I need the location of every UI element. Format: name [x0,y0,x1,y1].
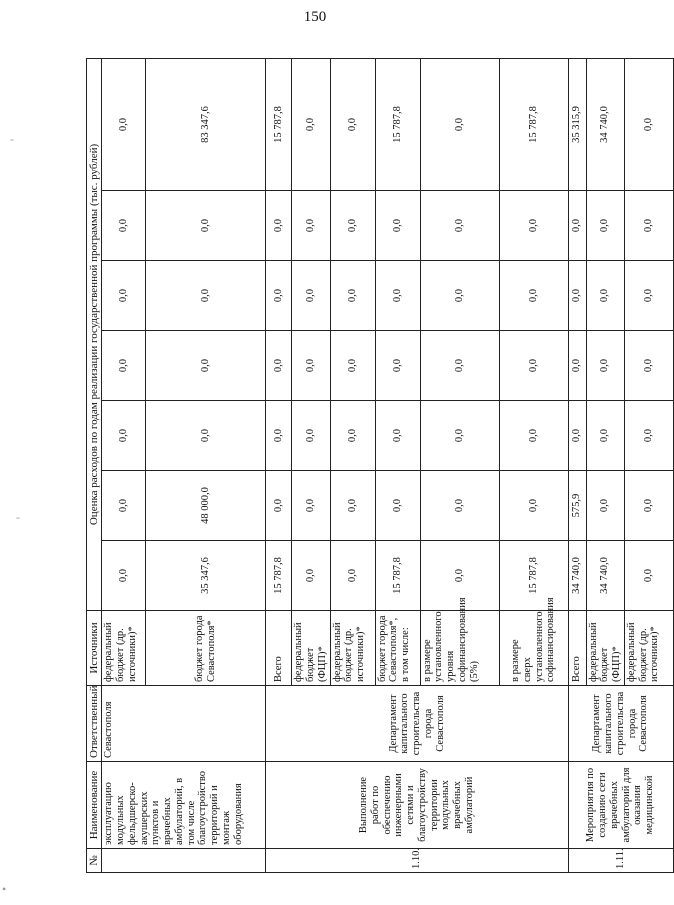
margin-mark: - [10,132,14,146]
value-cell: 0,0 [586,191,624,261]
source-cell: в размере установленного уровня софинансирования (5%) [420,611,499,686]
source-cell: федеральный бюджет (ФЦП)* [292,611,330,686]
value-cell: 0,0 [499,191,568,261]
value-cell: 0,0 [330,471,375,541]
value-cell: 0,0 [102,191,146,261]
cont-responsible-cell: Севастополя [102,686,266,762]
value-cell: 0,0 [266,401,292,471]
value-cell: 34 740,0 [586,541,624,611]
value-cell: 0,0 [102,401,146,471]
margin-mark: - [16,510,20,524]
total-cell: 0,0 [102,59,146,191]
value-cell: 0,0 [330,541,375,611]
value-cell: 35 347,6 [146,541,266,611]
value-cell: 0,0 [624,261,673,331]
item-responsible-cell: Департамент капитального строительства города Севастополя [266,686,568,762]
value-cell: 0,0 [375,191,420,261]
value-cell: 0,0 [499,401,568,471]
value-cell: 0,0 [266,261,292,331]
value-cell: 0,0 [292,471,330,541]
value-cell: 15 787,8 [499,541,568,611]
total-cell: 0,0 [624,59,673,191]
value-cell: 0,0 [375,261,420,331]
value-cell: 0,0 [102,471,146,541]
value-cell: 0,0 [330,261,375,331]
total-cell: 15 787,8 [266,59,292,191]
total-cell: 0,0 [292,59,330,191]
value-cell: 0,0 [146,261,266,331]
value-cell: 0,0 [292,261,330,331]
value-cell: 0,0 [624,191,673,261]
value-cell: 0,0 [292,331,330,401]
value-cell: 0,0 [420,261,499,331]
source-cell: Всего [266,611,292,686]
table-row [102,59,146,873]
value-cell: 575,9 [568,471,586,541]
cont-name-cell: эксплуатацию модульных фельдшерско-акушерских пунктов и врачебных амбулаторий, в том числе благоустройство территорий и монтаж оборудования [102,762,266,849]
total-cell: 34 740,0 [586,59,624,191]
source-cell: Всего [568,611,586,686]
header-responsible: Ответственный [87,686,102,762]
total-cell: 83 347,6 [146,59,266,191]
value-cell: 0,0 [102,261,146,331]
source-cell: федеральный бюджет (др. источники)* [102,611,146,686]
total-cell: 15 787,8 [375,59,420,191]
item-name-cell: Мероприятия по созданию сети врачебных амбулаторий для оказания медицинской [568,762,673,849]
value-cell: 0,0 [568,401,586,471]
total-cell: 15 787,8 [499,59,568,191]
value-cell: 0,0 [292,401,330,471]
source-cell: в размере сверх установленного софинансирования [499,611,568,686]
row-index-cell: 1.10. [266,849,568,873]
value-cell: 0,0 [568,331,586,401]
source-cell: федеральный бюджет (др. источники)* [330,611,375,686]
value-cell: 0,0 [420,471,499,541]
value-cell: 0,0 [420,191,499,261]
value-cell: 0,0 [330,331,375,401]
value-cell: 0,0 [375,331,420,401]
item-name-cell: Выполнение работ по обеспечению инженерными сетями и благоустройству территории модульных врачебных амбулаторий [266,762,568,849]
value-cell: 0,0 [102,541,146,611]
value-cell: 0,0 [624,471,673,541]
header-estimate: Оценка расходов по годам реализации государственной программы (тыс. рублей) [87,59,102,611]
header-row [87,59,102,873]
value-cell: 0,0 [375,401,420,471]
value-cell: 0,0 [624,331,673,401]
row-index-cell [102,849,266,873]
value-cell: 0,0 [568,191,586,261]
source-cell: федеральный бюджет (ФЦП)* [586,611,624,686]
header-name: Наименование [87,762,102,849]
value-cell: 0,0 [292,541,330,611]
value-cell: 15 787,8 [266,541,292,611]
value-cell: 0,0 [420,541,499,611]
value-cell: 0,0 [586,261,624,331]
value-cell: 0,0 [330,191,375,261]
value-cell: 0,0 [499,331,568,401]
value-cell: 0,0 [420,331,499,401]
value-cell: 0,0 [586,471,624,541]
value-cell: 0,0 [499,261,568,331]
value-cell: 0,0 [420,401,499,471]
source-cell: федеральный бюджет (др. источники)* [624,611,673,686]
page-number: 150 [303,9,327,25]
value-cell: 0,0 [266,471,292,541]
value-cell: 15 787,8 [375,541,420,611]
value-cell: 0,0 [586,401,624,471]
value-cell: 0,0 [568,261,586,331]
row-index-cell: 1.11. [568,849,673,873]
value-cell: 0,0 [624,401,673,471]
total-cell: 35 315,9 [568,59,586,191]
budget-table [86,58,674,873]
value-cell: 0,0 [102,331,146,401]
value-cell: 0,0 [146,331,266,401]
value-cell: 0,0 [146,191,266,261]
rotated-table-wrapper [86,59,661,873]
total-cell: 0,0 [330,59,375,191]
value-cell: 0,0 [375,471,420,541]
value-cell: 0,0 [499,471,568,541]
margin-mark: • [2,882,7,896]
item-responsible-cell: Департамент капитального строительства города Севастополя [568,686,673,762]
table-row [266,59,292,873]
table-row [568,59,586,873]
value-cell: 0,0 [266,331,292,401]
value-cell: 48 000,0 [146,471,266,541]
value-cell: 0,0 [292,191,330,261]
value-cell: 0,0 [586,331,624,401]
header-num: № [87,849,102,873]
source-cell: бюджет города Севастополя*, в том числе: [375,611,420,686]
value-cell: 0,0 [624,541,673,611]
value-cell: 0,0 [266,191,292,261]
value-cell: 34 740,0 [568,541,586,611]
value-cell: 0,0 [330,401,375,471]
total-cell: 0,0 [420,59,499,191]
source-cell: бюджет города Севастополя* [146,611,266,686]
value-cell: 0,0 [146,401,266,471]
header-sources: Источники [87,611,102,686]
